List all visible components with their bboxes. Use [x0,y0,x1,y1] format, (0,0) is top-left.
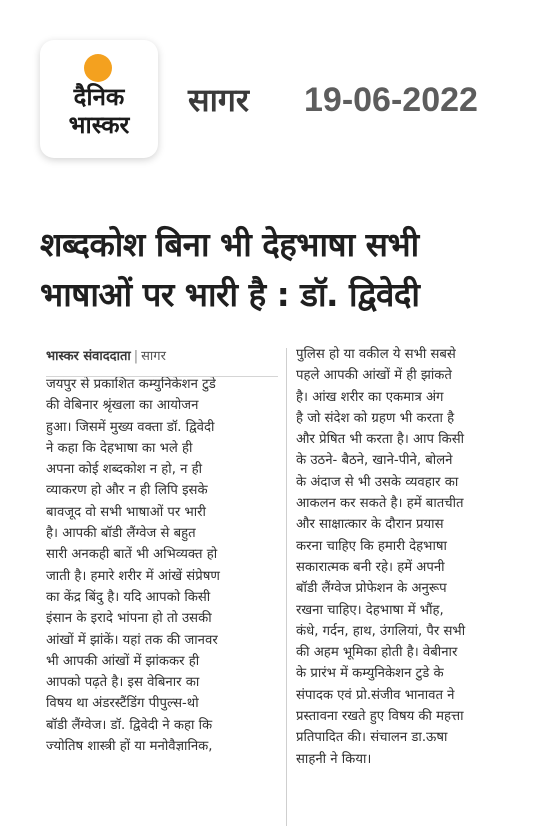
sun-icon [84,54,112,82]
article-text-line: व्याकरण हो और न ही लिपि इसके [46,483,208,499]
article-text-line: के अंदाज से भी उसके व्यवहार का [296,474,459,490]
publish-date: 19-06-2022 [304,81,478,119]
article-text-line: सारी अनकही बातें भी अभिव्यक्त हो [46,547,218,563]
byline-rule [46,376,278,377]
article-text-line: हुआ। जिसमें मुख्य वक्ता डॉ. द्विवेदी [46,419,215,435]
headline-line: भाषाओं पर भारी है : डॉ. द्विवेदी [40,275,420,314]
article-text-line: है जो संदेश को ग्रहण भी करता है [296,410,455,426]
article-text-line: और साक्षात्कार के दौरान प्रयास [296,517,444,533]
article-text-line: है। आंख शरीर का एकमात्र अंग [296,389,444,405]
article-text-line: आपको पढ़ते है। इस वेबिनार का [46,675,200,691]
logo-text-line2: भास्कर [68,111,130,139]
article-text-line: कंधे, गर्दन, हाथ, उंगलियां, पैर सभी [296,623,466,639]
article-text-line: जयपुर से प्रकाशित कम्युनिकेशन टुडे [46,377,216,392]
article-text-line: जाती है। हमारे शरीर में आंखें संप्रेषण [46,568,220,584]
article-text-line: सकारात्मक बनी रहे। हमें अपनी [296,559,445,575]
article-right-column [296,344,528,770]
article-text-line: भी आपकी आंखों में झांककर ही [46,653,200,669]
article-text-line: की अहम भूमिका होती है। वेबीनार [296,645,458,661]
article-text-line: अपना कोई शब्दकोश न हो, न ही [46,462,203,478]
column-divider [286,348,287,826]
article-text-line: प्रस्तावना रखते हुए विषय की महत्ता [296,709,464,725]
article-left-column [46,344,278,757]
article-text-line: है। आपकी बॉडी लैंग्वेज से बहुत [46,526,196,542]
article-text-line: के उठने- बैठने, खाने-पीने, बोलने [296,453,453,469]
city-name: सागर [188,81,250,119]
article-text-line: करना चाहिए कि हमारी देहभाषा [296,538,447,554]
byline-place: सागर [141,349,166,364]
article-text-line: ने कहा कि देहभाषा का भले ही [46,440,193,456]
byline [46,344,278,370]
article-text-line: आंखों में झांकें। यहां तक की जानवर [46,632,218,648]
article-headline [40,220,510,320]
article-text-line: आकलन कर सकते है। हमें बातचीत [296,496,464,512]
article-text-line: पहले आपकी आंखों में ही झांकते [296,368,452,384]
article-text-line: ज्योतिष शास्त्री हों या मनोवैज्ञानिक, [46,739,213,755]
article-text-line: विषय था अंडरस्टैंडिंग पीपुल्स-थो [46,696,199,712]
article-text-line: का केंद्र बिंदु है। यदि आपको किसी [46,589,211,605]
article-text-line: और प्रेषित भी करता है। आप किसी [296,432,465,448]
article-text-line: बॉडी लैंग्वेज। डॉ. द्विवेदी ने कहा कि [46,717,213,733]
logo-text-line1: दैनिक [73,83,125,111]
article-text-line: प्रतिपादित की। संचालन डा.ऊषा [296,730,448,746]
article-text-line: की वेबिनार श्रृंखला का आयोजन [46,398,199,414]
article-text-line: इंसान के इरादे भांपना हो तो उसकी [46,611,212,627]
article-text-line: संपादक एवं प्रो.संजीव भानावत ने [296,687,455,703]
headline-line: शब्दकोश बिना भी देहभाषा सभी [40,225,419,264]
article-text-line: साहनी ने किया। [296,751,372,767]
article-text-line: बावजूद वो सभी भाषाओं पर भारी [46,504,206,520]
newspaper-logo [40,40,158,158]
article-text-line: के प्रारंभ में कम्युनिकेशन टुडे के [296,666,444,682]
article-text-line: बॉडी लैंग्वेज प्रोफेशन के अनुरूप [296,581,447,597]
article-text-line: पुलिस हो या वकील ये सभी सबसे [296,347,456,362]
byline-reporter: भास्कर संवाददाता [46,349,131,364]
byline-separator: | [133,349,139,364]
article-text-line: रखना चाहिए। देहभाषा में भौंह, [296,602,444,618]
